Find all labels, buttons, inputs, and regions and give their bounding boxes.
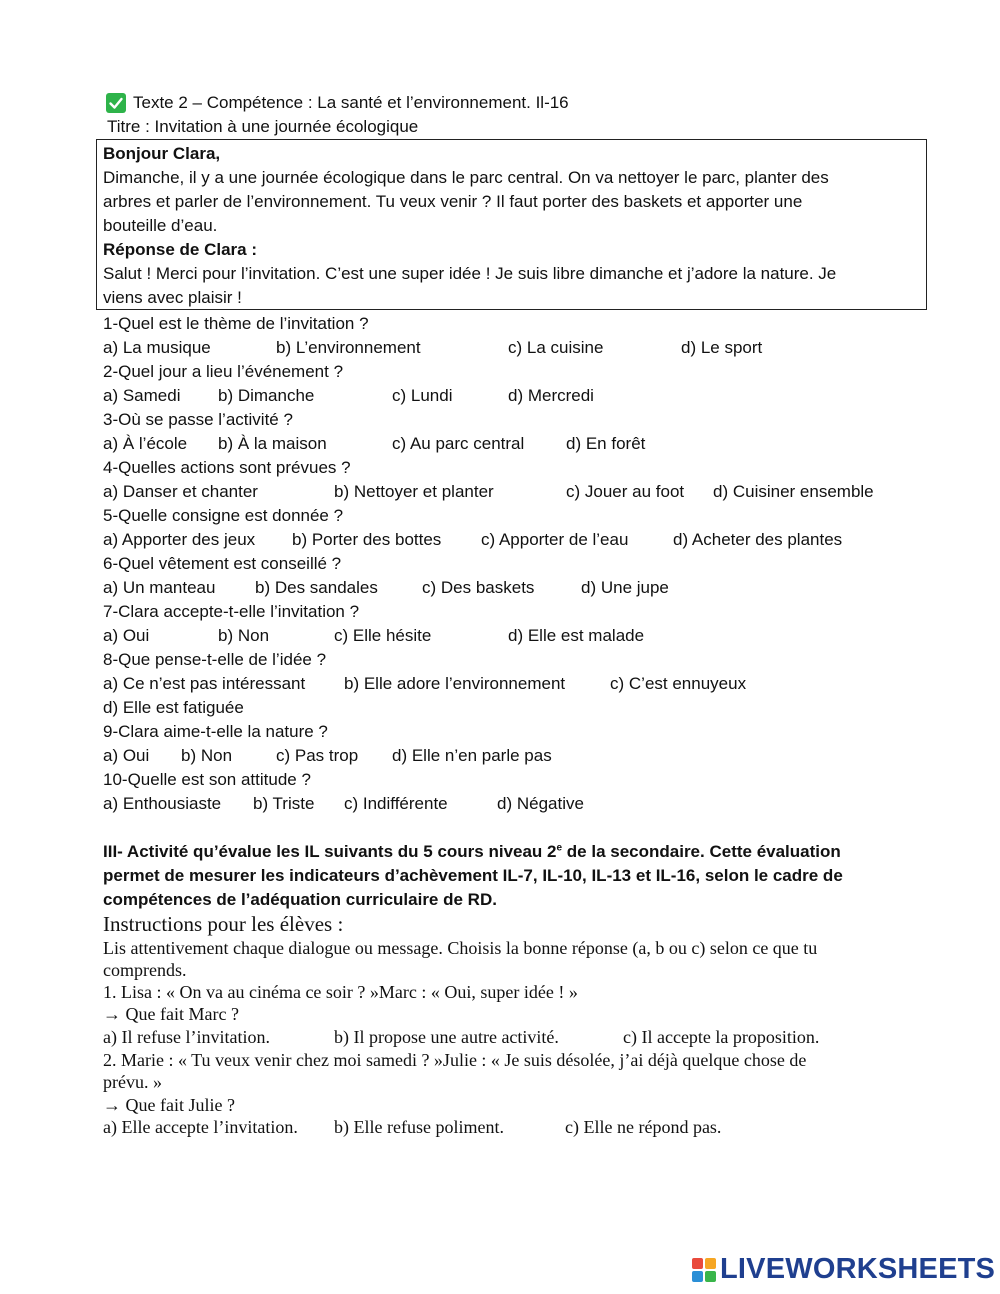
- option-3b: b) À la maison: [218, 434, 327, 453]
- option-1d: d) Le sport: [681, 338, 763, 357]
- option-5a: a) Apporter des jeux: [103, 530, 256, 549]
- option-1c: c) La cuisine: [508, 338, 604, 357]
- option-7a: a) Oui: [103, 626, 150, 645]
- option-10c: c) Indifférente: [344, 794, 448, 813]
- option-5c: c) Apporter de l’eau: [481, 530, 629, 549]
- letter-line: bouteille d’eau.: [103, 216, 218, 235]
- option-8c: c) C’est ennuyeux: [610, 674, 747, 693]
- option-10b: b) Triste: [253, 794, 315, 813]
- letter-greeting: Bonjour Clara,: [103, 144, 221, 163]
- dialogue-1-text: 1. Lisa : « On va au cinéma ce soir ? »Marc : « Oui, super idée ! »: [103, 982, 578, 1002]
- text-title: Titre : Invitation à une journée écologique: [107, 117, 419, 136]
- dialogue-1-option-b: b) Il propose une autre activité.: [334, 1027, 559, 1047]
- option-10d: d) Négative: [497, 794, 584, 813]
- dialogue-2-text: prévu. »: [103, 1072, 162, 1092]
- question-6: 6-Quel vêtement est conseillé ?: [103, 554, 342, 573]
- option-9a: a) Oui: [103, 746, 150, 765]
- option-2b: b) Dimanche: [218, 386, 315, 405]
- option-10a: a) Enthousiaste: [103, 794, 222, 813]
- letter-line: arbres et parler de l’environnement. Tu veux venir ? Il faut porter des baskets et apporter une: [103, 192, 803, 211]
- instructions-line: comprends.: [103, 960, 187, 980]
- option-1a: a) La musique: [103, 338, 211, 357]
- dialogue-1-option-a: a) Il refuse l’invitation.: [103, 1027, 270, 1047]
- section3-line: permet de mesurer les indicateurs d’achèvement IL-7, IL-10, IL-13 et IL-16, selon le cadre de: [103, 866, 843, 885]
- dialogue-2-option-b: b) Elle refuse poliment.: [334, 1117, 504, 1137]
- question-3: 3-Où se passe l’activité ?: [103, 410, 293, 429]
- liveworksheets-logo[interactable]: LIVEWORKSHEETS: [720, 1253, 996, 1285]
- option-9b: b) Non: [181, 746, 233, 765]
- question-7: 7-Clara accepte-t-elle l’invitation ?: [103, 602, 360, 621]
- option-6d: d) Une jupe: [581, 578, 669, 597]
- option-3d: d) En forêt: [566, 434, 646, 453]
- question-4: 4-Quelles actions sont prévues ?: [103, 458, 351, 477]
- question-9: 9-Clara aime-t-elle la nature ?: [103, 722, 328, 741]
- text-header: Texte 2 – Compétence : La santé et l’environnement. Il-16: [133, 93, 569, 112]
- option-5d: d) Acheter des plantes: [673, 530, 843, 549]
- question-10: 10-Quelle est son attitude ?: [103, 770, 311, 789]
- option-8b: b) Elle adore l’environnement: [344, 674, 566, 693]
- reply-line: Salut ! Merci pour l’invitation. C’est une super idée ! Je suis libre dimanche et j’adore la nature. Je: [103, 264, 837, 283]
- option-6a: a) Un manteau: [103, 578, 216, 597]
- option-5b: b) Porter des bottes: [292, 530, 442, 549]
- dialogue-2-text: 2. Marie : « Tu veux venir chez moi samedi ? »Julie : « Je suis désolée, j’ai déjà quelque chose de: [103, 1050, 807, 1070]
- option-3a: a) À l’école: [103, 434, 188, 453]
- option-7c: c) Elle hésite: [334, 626, 432, 645]
- dialogue-2-option-a: a) Elle accepte l’invitation.: [103, 1117, 298, 1137]
- checkbox-checked-icon: [106, 93, 126, 113]
- question-5: 5-Quelle consigne est donnée ?: [103, 506, 344, 525]
- option-2c: c) Lundi: [392, 386, 453, 405]
- section3-line: compétences de l’adéquation curriculaire de RD.: [103, 890, 497, 909]
- option-2a: a) Samedi: [103, 386, 181, 405]
- question-2: 2-Quel jour a lieu l’événement ?: [103, 362, 344, 381]
- dialogue-1-question: → Que fait Marc ?: [103, 1004, 239, 1024]
- option-7b: b) Non: [218, 626, 270, 645]
- option-1b: b) L’environnement: [276, 338, 421, 357]
- option-4b: b) Nettoyer et planter: [334, 482, 494, 501]
- liveworksheets-logo-icon: [692, 1258, 718, 1282]
- reply-title: Réponse de Clara :: [103, 240, 257, 259]
- letter-line: Dimanche, il y a une journée écologique dans le parc central. On va nettoyer le parc, planter des: [103, 168, 829, 187]
- option-6b: b) Des sandales: [255, 578, 378, 597]
- dialogue-2-option-c: c) Elle ne répond pas.: [565, 1117, 722, 1137]
- option-4c: c) Jouer au foot: [566, 482, 685, 501]
- option-9c: c) Pas trop: [276, 746, 359, 765]
- reply-line: viens avec plaisir !: [103, 288, 242, 307]
- instructions-line: Lis attentivement chaque dialogue ou message. Choisis la bonne réponse (a, b ou c) selon ce que tu: [103, 938, 818, 958]
- option-7d: d) Elle est malade: [508, 626, 645, 645]
- question-1: 1-Quel est le thème de l’invitation ?: [103, 314, 369, 333]
- dialogue-2-question: → Que fait Julie ?: [103, 1095, 235, 1115]
- option-8d: d) Elle est fatiguée: [103, 698, 244, 717]
- option-4a: a) Danser et chanter: [103, 482, 258, 501]
- option-9d: d) Elle n’en parle pas: [392, 746, 552, 765]
- option-2d: d) Mercredi: [508, 386, 594, 405]
- option-3c: c) Au parc central: [392, 434, 525, 453]
- option-4d: d) Cuisiner ensemble: [713, 482, 874, 501]
- question-8: 8-Que pense-t-elle de l’idée ?: [103, 650, 327, 669]
- section3-line: III- Activité qu’évalue les IL suivants du 5 cours niveau 2e de la secondaire. Cette évaluation: [103, 842, 841, 861]
- option-8a: a) Ce n’est pas intéressant: [103, 674, 306, 693]
- dialogue-1-option-c: c) Il accepte la proposition.: [623, 1027, 820, 1047]
- instructions-title: Instructions pour les élèves :: [103, 912, 344, 936]
- option-6c: c) Des baskets: [422, 578, 535, 597]
